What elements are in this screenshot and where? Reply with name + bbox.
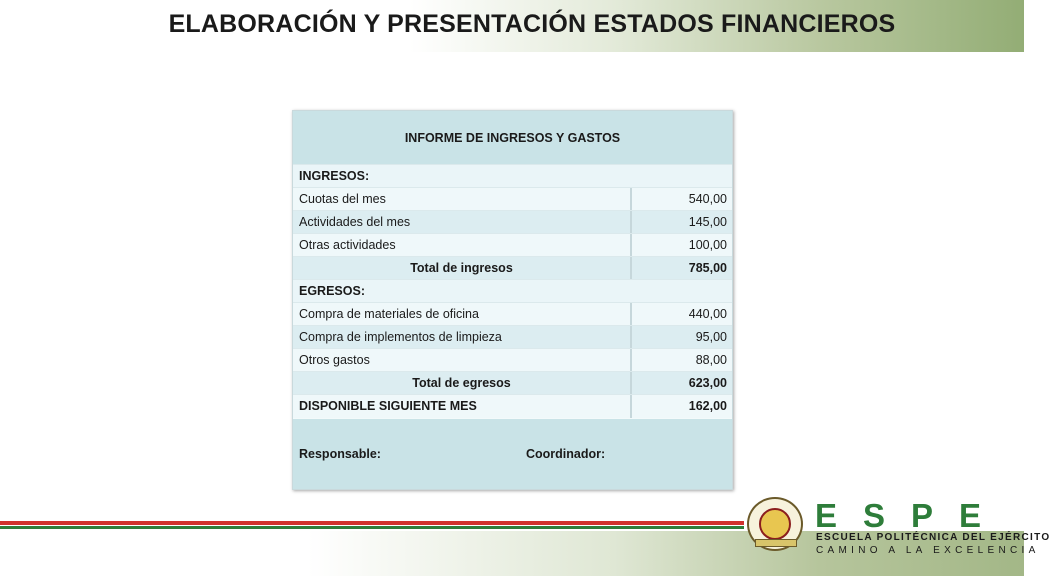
total-ingresos-row	[293, 256, 732, 280]
disponible-label: DISPONIBLE SIGUIENTE MES	[299, 399, 477, 413]
coordinador-label: Coordinador:	[526, 447, 606, 461]
total-egresos-label: Total de egresos	[412, 376, 511, 390]
table-row	[293, 233, 732, 257]
row-label: Cuotas del mes	[299, 192, 386, 206]
table-row	[293, 325, 732, 349]
seal-ribbon-icon	[755, 539, 797, 547]
table-row	[293, 210, 732, 234]
egresos-section-row	[293, 279, 732, 303]
green-stripe	[0, 526, 744, 529]
table-row	[293, 348, 732, 372]
row-label: Compra de implementos de limpieza	[299, 330, 502, 344]
row-value: 88,00	[630, 349, 731, 372]
ingresos-label: INGRESOS:	[299, 169, 370, 183]
row-value: 440,00	[630, 303, 731, 326]
row-value: 95,00	[630, 326, 731, 349]
slide-title: ELABORACIÓN Y PRESENTACIÓN ESTADOS FINANCIEROS	[168, 10, 896, 38]
row-label: Compra de materiales de oficina	[299, 307, 479, 321]
red-stripe	[0, 521, 744, 525]
total-egresos-row	[293, 371, 732, 395]
signature-footer	[293, 419, 732, 489]
row-label: Actividades del mes	[299, 215, 411, 229]
row-label: Otras actividades	[299, 238, 396, 252]
row-value: 540,00	[630, 188, 731, 211]
table-row	[293, 187, 732, 211]
university-seal-icon	[747, 497, 803, 551]
row-value: 145,00	[630, 211, 731, 234]
espe-logo: ESPE	[815, 497, 1008, 534]
disponible-row	[293, 394, 732, 418]
espe-motto: CAMINO A LA EXCELENCIA	[816, 545, 1040, 556]
egresos-label: EGRESOS:	[299, 284, 365, 298]
report-header: INFORME DE INGRESOS Y GASTOS	[293, 111, 732, 164]
income-expense-report	[292, 110, 733, 490]
seal-shield-icon	[759, 508, 791, 540]
disponible-value: 162,00	[630, 395, 731, 418]
total-ingresos-value: 785,00	[630, 257, 731, 280]
title-bar	[0, 0, 1024, 52]
total-ingresos-label: Total de ingresos	[410, 261, 513, 275]
table-row	[293, 302, 732, 326]
row-value: 100,00	[630, 234, 731, 257]
responsable-label: Responsable:	[299, 447, 381, 461]
ingresos-section-row	[293, 164, 732, 188]
row-label: Otros gastos	[299, 353, 370, 367]
espe-institution-name: ESCUELA POLITÉCNICA DEL EJÉRCITO	[816, 532, 1051, 543]
total-egresos-value: 623,00	[630, 372, 731, 395]
